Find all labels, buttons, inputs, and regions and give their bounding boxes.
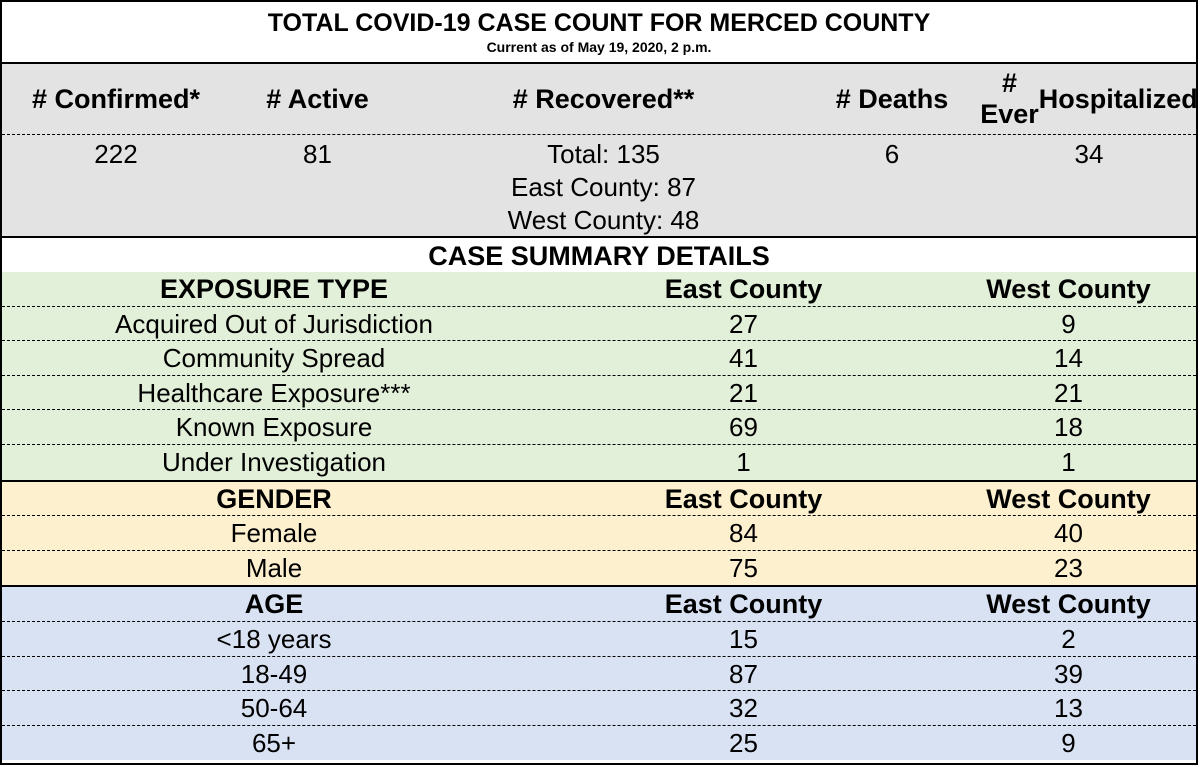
west-county-cell: 2: [1061, 623, 1076, 654]
title-block: [2, 2, 1196, 64]
exposure-label-cell: Under Investigation: [161, 446, 387, 477]
west-county-cell: 39: [1054, 658, 1083, 689]
gender-label-cell: Female: [230, 518, 318, 549]
west-county-cell: 14: [1054, 343, 1083, 374]
gender-header-cell: West County: [986, 483, 1151, 514]
exposure-header-row: [2, 272, 1196, 307]
summary-section: [2, 64, 1196, 238]
hospitalized-value: 34: [1074, 139, 1104, 169]
exposure-header-cell: East County: [664, 274, 823, 304]
west-county-cell: 23: [1054, 552, 1083, 583]
exposure-row: [2, 376, 1196, 411]
hospitalized-header-line2: Hospitalized: [1038, 83, 1198, 114]
gender-header-cell: GENDER: [216, 483, 332, 514]
exposure-label-cell: Community Spread: [162, 343, 386, 374]
exposure-row: [2, 341, 1196, 376]
deaths-value: 6: [884, 139, 900, 169]
summary-header-row: [2, 64, 1196, 135]
recovered-header: # Recovered**: [512, 83, 695, 114]
age-row: [2, 691, 1196, 726]
gender-row: [2, 516, 1196, 551]
exposure-section: [2, 272, 1196, 480]
gender-label-cell: Male: [245, 552, 303, 583]
gender-header-cell: East County: [664, 483, 823, 514]
age-header-row: [2, 587, 1196, 622]
west-county-cell: 1: [1061, 446, 1076, 477]
east-county-cell: 1: [736, 446, 751, 477]
east-county-cell: 27: [729, 308, 758, 339]
age-label-cell: 65+: [251, 727, 297, 758]
east-county-cell: 21: [729, 377, 758, 408]
east-county-cell: 87: [729, 658, 758, 689]
age-section: [2, 585, 1196, 760]
exposure-row: [2, 307, 1196, 342]
east-county-cell: 69: [729, 412, 758, 443]
west-county-cell: 13: [1054, 693, 1083, 724]
gender-row: [2, 551, 1196, 586]
age-header-cell: West County: [986, 589, 1151, 620]
exposure-header-cell: EXPOSURE TYPE: [159, 274, 389, 304]
hospitalized-header-line1: # Ever: [980, 68, 1039, 129]
west-county-cell: 9: [1061, 727, 1076, 758]
age-row: [2, 726, 1196, 761]
gender-section: [2, 480, 1196, 586]
east-county-cell: 32: [729, 693, 758, 724]
deaths-header: # Deaths: [835, 83, 949, 114]
exposure-row: [2, 445, 1196, 480]
west-county-cell: 9: [1061, 308, 1076, 339]
age-row: [2, 657, 1196, 692]
west-county-cell: 18: [1054, 412, 1083, 443]
east-county-cell: 15: [729, 623, 758, 654]
exposure-label-cell: Healthcare Exposure***: [137, 377, 411, 408]
recovered-west: West County: 48: [507, 205, 700, 235]
active-value: 81: [303, 139, 332, 169]
age-header-cell: East County: [664, 589, 823, 620]
exposure-label-cell: Known Exposure: [175, 412, 373, 443]
confirmed-header: # Confirmed*: [31, 83, 201, 114]
exposure-label-cell: Acquired Out of Jurisdiction: [115, 308, 433, 339]
age-header-cell: AGE: [244, 589, 304, 620]
west-county-cell: 21: [1054, 377, 1083, 408]
recovered-values: [405, 135, 802, 236]
active-header: # Active: [266, 83, 369, 114]
page-subtitle: Current as of May 19, 2020, 2 p.m.: [486, 39, 712, 55]
age-label-cell: 50-64: [240, 693, 308, 724]
east-county-cell: 75: [729, 552, 758, 583]
east-county-cell: 84: [729, 518, 758, 549]
exposure-header-cell: West County: [986, 274, 1151, 304]
age-row: [2, 622, 1196, 657]
east-county-cell: 25: [729, 727, 758, 758]
hospitalized-header: [982, 64, 1196, 134]
recovered-east: East County: 87: [511, 172, 696, 202]
east-county-cell: 41: [729, 343, 758, 374]
gender-header-row: [2, 482, 1196, 517]
page-title: TOTAL COVID-19 CASE COUNT FOR MERCED COUNTY: [267, 9, 931, 37]
confirmed-value: 222: [94, 139, 138, 169]
recovered-total: Total: 135: [547, 139, 660, 169]
west-county-cell: 40: [1054, 518, 1083, 549]
age-label-cell: <18 years: [216, 623, 332, 654]
exposure-row: [2, 410, 1196, 445]
summary-values-row: [2, 135, 1196, 236]
details-title: CASE SUMMARY DETAILS: [2, 238, 1196, 272]
age-label-cell: 18-49: [240, 658, 308, 689]
